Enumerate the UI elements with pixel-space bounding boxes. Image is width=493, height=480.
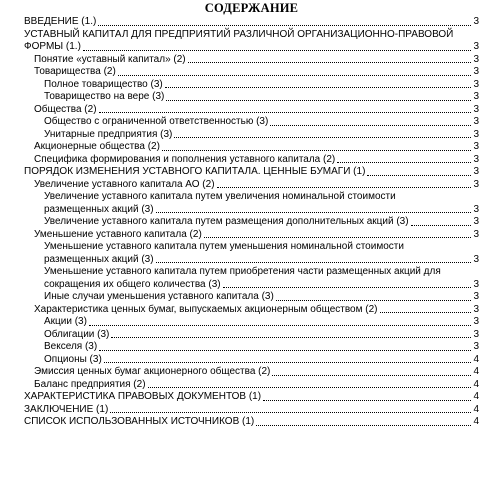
toc-entry[interactable] xyxy=(24,391,479,404)
toc-entry-line xyxy=(24,366,479,379)
dot-leader xyxy=(256,424,471,426)
toc-entry[interactable] xyxy=(24,416,479,429)
toc-entry[interactable] xyxy=(24,329,479,342)
dot-leader xyxy=(156,261,471,263)
toc-entry-line xyxy=(24,91,479,104)
toc-page-number: 3 xyxy=(473,66,479,77)
dot-leader xyxy=(337,161,471,163)
dot-leader xyxy=(156,211,471,213)
toc-entry-line xyxy=(24,16,479,29)
dot-leader xyxy=(380,311,472,313)
toc-entry-text: Понятие «уставный капитал» (2) xyxy=(34,53,186,65)
toc-page-number: 3 xyxy=(473,41,479,52)
toc-page-number: 3 xyxy=(473,166,479,177)
toc-entry-text-continued: размещенных акций (3) xyxy=(44,253,154,265)
toc-entry-line xyxy=(24,341,479,354)
dot-leader xyxy=(99,111,471,113)
toc-entry-text: ВВЕДЕНИЕ (1.) xyxy=(24,16,97,27)
toc-entry-line xyxy=(24,79,479,92)
toc-page-number: 3 xyxy=(473,153,479,165)
toc-entry[interactable] xyxy=(24,304,479,317)
dot-leader xyxy=(174,136,471,138)
toc-entry-line xyxy=(24,316,479,329)
dot-leader xyxy=(263,399,471,401)
toc-page-number: 3 xyxy=(473,303,479,315)
toc-entry[interactable] xyxy=(24,316,479,329)
toc-entry-line xyxy=(24,41,479,54)
toc-entry[interactable] xyxy=(24,141,479,154)
dot-leader xyxy=(111,336,471,338)
toc-page-number: 4 xyxy=(473,403,479,415)
toc-entry[interactable] xyxy=(24,291,479,304)
toc-entry-text: Общества (2) xyxy=(34,103,97,115)
dot-leader xyxy=(188,61,471,63)
toc-entry-text-continued: размещенных акций (3) xyxy=(44,203,154,215)
toc-entry-line xyxy=(24,116,479,129)
toc-entry-text: Общество с ограниченной ответственностью (3) xyxy=(44,116,269,127)
toc-entry-text: ХАРАКТЕРИСТИКА ПРАВОВЫХ ДОКУМЕНТОВ (1) xyxy=(24,391,262,402)
toc-entry[interactable] xyxy=(24,154,479,167)
dot-leader xyxy=(148,386,471,388)
dot-leader xyxy=(367,174,471,176)
toc-page-number: 3 xyxy=(473,203,479,215)
dot-leader xyxy=(165,86,471,88)
toc-entry[interactable] xyxy=(24,266,479,291)
toc-entry-line xyxy=(24,66,479,79)
toc-page-number: 3 xyxy=(473,91,479,102)
toc-entry[interactable] xyxy=(24,166,479,179)
toc-entry[interactable] xyxy=(24,116,479,129)
toc-entry-line xyxy=(24,179,479,192)
toc-entry[interactable] xyxy=(24,366,479,379)
toc-entry-text: Акционерные общества (2) xyxy=(34,141,160,152)
dot-leader xyxy=(89,324,471,326)
toc-entry-text: Увеличение уставного капитала путем размещения дополнительных акций (3) xyxy=(44,216,409,227)
toc-entry[interactable] xyxy=(24,91,479,104)
toc-entry-line xyxy=(24,154,479,167)
toc-entry[interactable] xyxy=(24,341,479,354)
toc-entry-line xyxy=(24,54,479,67)
toc-entry-line xyxy=(24,216,479,229)
toc-entry-line xyxy=(24,404,479,417)
toc-page-number: 3 xyxy=(473,328,479,340)
toc-page-number: 3 xyxy=(473,16,479,27)
toc-title: СОДЕРЖАНИЕ xyxy=(204,1,299,15)
dot-leader xyxy=(411,224,471,226)
toc-entry-line xyxy=(24,304,479,317)
toc-page-number: 3 xyxy=(473,341,479,352)
toc-entry-text: Уменьшение уставного капитала путем уменьшения номинальной стоимости xyxy=(44,241,404,252)
toc-entry-line xyxy=(24,104,479,117)
dot-leader xyxy=(162,149,471,151)
toc-entry[interactable] xyxy=(24,79,479,92)
dot-leader xyxy=(217,186,471,188)
toc-page-number: 3 xyxy=(473,316,479,327)
toc-entry-line xyxy=(24,279,479,292)
toc-page-number: 3 xyxy=(473,128,479,140)
toc-entry-text: Векселя (3) xyxy=(44,341,98,352)
toc-page-number: 4 xyxy=(473,416,479,427)
toc-entry-text: ЗАКЛЮЧЕНИЕ (1) xyxy=(24,403,109,415)
toc-entry[interactable] xyxy=(24,29,479,54)
toc-entry-text: СПИСОК ИСПОЛЬЗОВАННЫХ ИСТОЧНИКОВ (1) xyxy=(24,416,255,427)
toc-entry-text: Эмиссия ценных бумаг акционерного общества (2) xyxy=(34,366,271,377)
dot-leader xyxy=(166,99,471,101)
toc-entry[interactable] xyxy=(24,404,479,417)
dot-leader xyxy=(276,299,471,301)
toc-page-number: 3 xyxy=(473,278,479,290)
toc-entry[interactable] xyxy=(24,104,479,117)
dot-leader xyxy=(118,74,471,76)
toc-entry-text: Унитарные предприятия (3) xyxy=(44,128,173,140)
table-of-contents xyxy=(24,16,479,429)
toc-entry-text: ПОРЯДОК ИЗМЕНЕНИЯ УСТАВНОГО КАПИТАЛА. ЦЕННЫЕ БУМАГИ (1) xyxy=(24,166,366,177)
toc-entry-text: Товарищества (2) xyxy=(34,66,116,77)
toc-entry-line xyxy=(24,291,479,304)
toc-entry-line xyxy=(24,254,479,267)
toc-entry-text: Акции (3) xyxy=(44,316,87,327)
toc-page-number: 4 xyxy=(473,353,479,365)
toc-entry-text: Уменьшение уставного капитала (2) xyxy=(34,228,202,240)
toc-entry-text: Облигации (3) xyxy=(44,328,110,340)
dot-leader xyxy=(110,411,471,413)
dot-leader xyxy=(104,361,471,363)
toc-entry-line xyxy=(24,329,479,342)
toc-entry-line xyxy=(24,129,479,142)
toc-entry[interactable] xyxy=(24,216,479,229)
toc-entry-text: Товарищество на вере (3) xyxy=(44,91,165,102)
toc-page-number: 3 xyxy=(473,141,479,152)
toc-page-number: 4 xyxy=(473,391,479,402)
toc-page-number: 3 xyxy=(473,116,479,127)
toc-entry-text-continued: ФОРМЫ (1.) xyxy=(24,41,81,52)
toc-entry[interactable] xyxy=(24,229,479,242)
toc-entry[interactable] xyxy=(24,191,479,216)
toc-entry[interactable] xyxy=(24,16,479,29)
toc-page-number: 3 xyxy=(473,103,479,115)
toc-entry-line xyxy=(24,416,479,429)
toc-page-number: 3 xyxy=(473,53,479,65)
toc-entry[interactable] xyxy=(24,66,479,79)
toc-entry-line xyxy=(24,391,479,404)
dot-leader xyxy=(83,49,471,51)
toc-entry[interactable] xyxy=(24,379,479,392)
toc-entry[interactable] xyxy=(24,54,479,67)
toc-page-number: 3 xyxy=(473,78,479,90)
dot-leader xyxy=(270,124,471,126)
toc-entry-line xyxy=(24,354,479,367)
toc-entry[interactable] xyxy=(24,241,479,266)
dot-leader xyxy=(272,374,471,376)
toc-entry-text: Увеличение уставного капитала АО (2) xyxy=(34,178,215,190)
toc-entry-text: Специфика формирования и пополнения уставного капитала (2) xyxy=(34,153,336,165)
toc-entry-line xyxy=(24,204,479,217)
toc-page-number: 3 xyxy=(473,291,479,302)
toc-entry-line xyxy=(24,379,479,392)
toc-entry[interactable] xyxy=(24,129,479,142)
toc-page-number: 3 xyxy=(473,178,479,190)
toc-page-number: 4 xyxy=(473,378,479,390)
toc-entry[interactable] xyxy=(24,179,479,192)
dot-leader xyxy=(98,24,471,26)
toc-entry-line xyxy=(24,229,479,242)
toc-page-number: 3 xyxy=(473,228,479,240)
toc-entry-line xyxy=(24,166,479,179)
toc-page-number: 4 xyxy=(473,366,479,377)
toc-entry-text: Увеличение уставного капитала путем увеличения номинальной стоимости xyxy=(44,191,396,202)
toc-entry-line xyxy=(24,141,479,154)
toc-entry[interactable] xyxy=(24,354,479,367)
toc-entry-text: Опционы (3) xyxy=(44,353,102,365)
toc-entry-text: Полное товарищество (3) xyxy=(44,78,163,90)
dot-leader xyxy=(204,236,471,238)
toc-entry-text: Характеристика ценных бумаг, выпускаемых акционерным обществом (2) xyxy=(34,303,378,315)
toc-entry-text: Иные случаи уменьшения уставного капитала (3) xyxy=(44,291,274,302)
toc-entry-text: УСТАВНЫЙ КАПИТАЛ ДЛЯ ПРЕДПРИЯТИЙ РАЗЛИЧНОЙ ОРГАНИЗАЦИОННО-ПРАВОВОЙ xyxy=(24,28,454,40)
toc-entry-text: Баланс предприятия (2) xyxy=(34,378,146,390)
toc-page-number: 3 xyxy=(473,216,479,227)
toc-entry-text: Уменьшение уставного капитала путем приобретения части размещенных акций для xyxy=(44,266,441,277)
toc-entry-text-continued: сокращения их общего количества (3) xyxy=(44,278,221,290)
dot-leader xyxy=(223,286,471,288)
toc-page-number: 3 xyxy=(473,253,479,265)
dot-leader xyxy=(99,349,471,351)
